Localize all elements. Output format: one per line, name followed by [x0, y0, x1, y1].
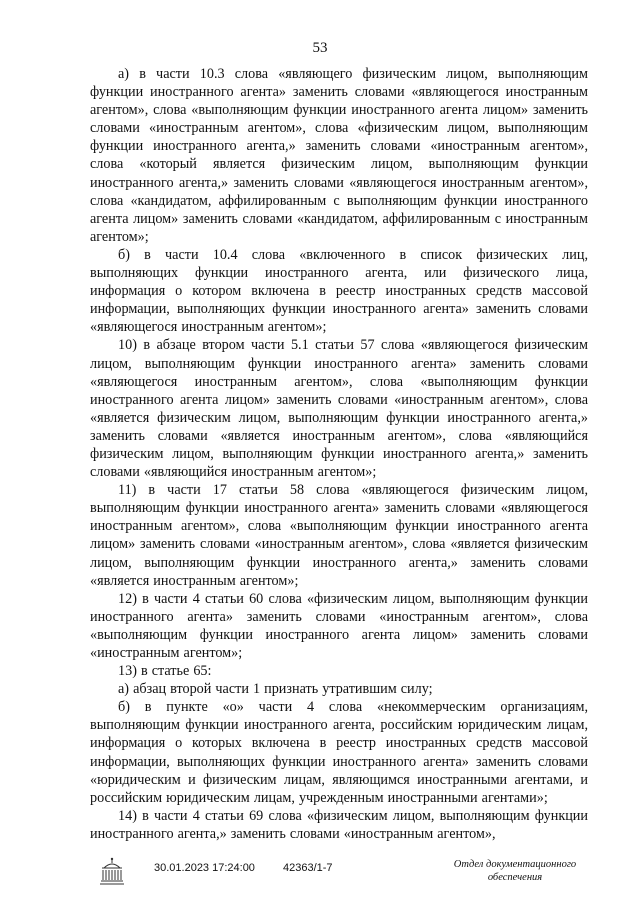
page-number: 53	[312, 40, 328, 56]
paragraph-10-4: б) в части 10.4 слова «включенного в список физических лиц, выполняющих функции иностранного агента, или физического лица, информация о котором включена в реестр иностранных средств массовой информации, выполняющих функции иностранного агента» заменить словами «являющегося иностранным агентом»;	[90, 246, 588, 336]
paragraph-item-14: 14) в части 4 статьи 69 слова «физическим лицом, выполняющим функции иностранного агента,» заменить словами «иностранным агентом»,	[90, 807, 588, 842]
paragraph-item-10: 10) в абзаце втором части 5.1 статьи 57 слова «являющегося физическим лицом, выполняющим функции иностранного агента» заменить словами «являющегося иностранным агентом», слова «выполняющим функции иностранного агента лицом» заменить словами «иностранным агентом», слова «является физическим лицом, выполняющим функции иностранного агента,» заменить словами «является иностранным агентом», слова «являющийся физическим лицом, выполняющим функции иностранного агента,» заменить словами «являющийся иностранным агентом»;	[90, 337, 588, 481]
paragraph-13-a: а) абзац второй части 1 признать утратившим силу;	[118, 681, 433, 698]
document-body	[90, 65, 588, 843]
footer-department-line1: Отдел документационного	[453, 859, 577, 870]
footer-department	[445, 858, 585, 884]
footer-timestamp: 30.01.2023 17:24:00	[154, 862, 255, 874]
duma-emblem-icon	[96, 856, 128, 888]
paragraph-item-11: 11) в части 17 статьи 58 слова «являющегося физическим лицом, выполняющим функции иностранного агента» заменить словами «являющегося иностранным агентом», слова «выполняющим функции иностранного агента лицом» заменить словами «иностранным агентом», слова «является физическим лицом, выполняющим функции иностранного агента,» заменить словами «является иностранным агентом»;	[90, 482, 588, 589]
paragraph-13-b: б) в пункте «о» части 4 слова «некоммерческим организациям, выполняющим функции иностранного агента, российским юридическим лицам, информация о которых включена в реестр иностранных средств массовой информации, выполняющих функции иностранного агента» заменить словами «юридическим и физическим лицам, являющимся иностранными агентами, и российским юридическим лицам, учрежденным иностранными агентами»;	[90, 699, 588, 806]
paragraph-10-3: а) в части 10.3 слова «являющего физическим лицом, выполняющим функции иностранного агента» заменить словами «являющегося иностранным агентом», слова «выполняющим функции иностранного агента лицом» заменить словами «иностранным агентом», слова «физическим лицом, выполняющим функции иностранного агента,» заменить словами «иностранным агентом», слова «который является физическим лицом, выполняющим функции иностранного агента,» заменить словами «являющегося иностранным агентом», слова «кандидатом, аффилированным с выполняющим функции иностранного агента лицом» заменить словами «кандидатом, аффилированным с иностранным агентом»;	[90, 66, 588, 245]
paragraph-item-12: 12) в части 4 статьи 60 слова «физическим лицом, выполняющим функции иностранного агента» заменить словами «иностранным агентом», слова «выполняющим функции иностранного агента лицом» заменить словами «иностранным агентом»;	[90, 590, 588, 661]
page-footer	[0, 850, 640, 900]
paragraph-item-13: 13) в статье 65:	[118, 663, 212, 680]
footer-document-id: 42363/1-7	[283, 862, 333, 874]
footer-department-line2: обеспечения	[487, 872, 543, 883]
